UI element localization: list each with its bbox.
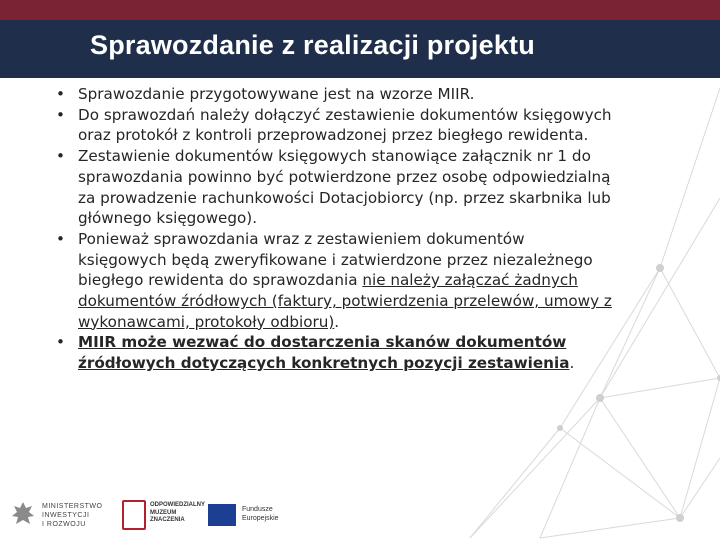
odpowiedzialny-logo — [118, 490, 208, 538]
ministry-logo — [10, 490, 110, 538]
bullet-list — [52, 84, 612, 374]
bullet-text: nie należy załączać żadnych dokumentów źródłowych (faktury, potwierdzenia przelewów, umowy z wykonawcami, protokoły odbioru) — [78, 271, 612, 331]
logo-footer — [0, 490, 720, 538]
eu-funds-logo-line: Fundusze — [242, 506, 273, 513]
bullet-text: . — [334, 312, 340, 331]
bullet-item — [52, 146, 612, 229]
eagle-emblem-icon — [10, 500, 36, 530]
eu-funds-logo — [208, 490, 288, 538]
odpowiedzialny-logo-line: ODPOWIEDZIALNY — [150, 502, 205, 508]
bullet-item — [52, 105, 612, 146]
odpowiedzialny-logo-line: ZNACZENIA — [150, 517, 185, 523]
bullet-text: Sprawozdanie przygotowywane jest na wzorze MIIR. — [78, 85, 475, 103]
title-bar — [0, 20, 720, 78]
bullet-text: Ponieważ sprawozdania wraz z zestawieniem dokumentów księgowych będą zweryfikowane i zatwierdzone przez niezależnego biegłego rewidenta do sprawozdania — [78, 229, 593, 290]
ministry-logo-line: MINISTERSTWO — [42, 503, 103, 510]
eu-flag-icon — [208, 504, 236, 526]
bars-icon — [122, 500, 146, 530]
bullet-item — [52, 229, 612, 333]
odpowiedzialny-logo-line: MUZEUM — [150, 509, 177, 516]
ministry-logo-line: INWESTYCJI — [42, 512, 90, 519]
bullet-text: Zestawienie dokumentów księgowych stanowiące załącznik nr 1 do sprawozdania powinno być potwierdzone przez osobę odpowiedzialną za prowadzenie rachunkowości Dotacjobiorcy (np. przez skarbnika lub głównego księgowego). — [78, 147, 611, 228]
eu-funds-logo-line: Europejskie — [242, 515, 279, 522]
slide-title: Sprawozdanie z realizacji projektu — [90, 30, 535, 60]
bullet-text: MIIR może wezwać do dostarczenia skanów dokumentów źródłowych dotyczących konkretnych pozycji zestawienia — [78, 333, 570, 373]
bullet-item — [52, 84, 612, 105]
bullet-text: . — [569, 354, 575, 373]
bullet-text: Do sprawozdań należy dołączyć zestawienie dokumentów księgowych oraz protokół z kontroli przeprowadzonej przez biegłego rewidenta. — [78, 105, 612, 145]
bullet-item — [52, 332, 612, 373]
top-accent-strip — [0, 0, 720, 20]
ministry-logo-line: I ROZWOJU — [42, 521, 86, 528]
bullet-content — [52, 84, 612, 374]
